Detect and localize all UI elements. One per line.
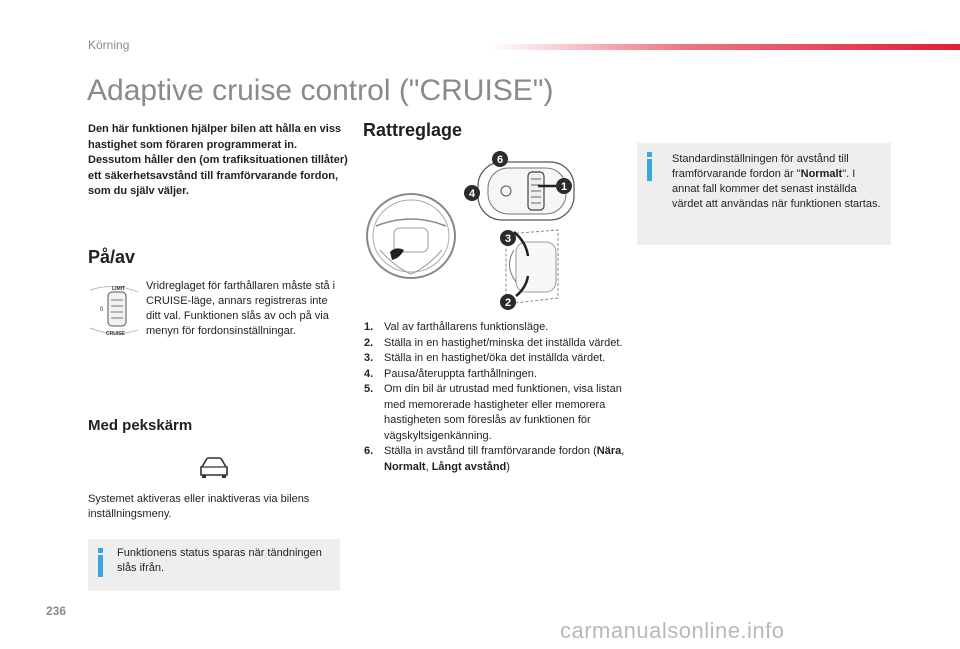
- list-item: 6. Ställa in avstånd till framförvarande fordon (Nära, Normalt, Långt avstånd): [364, 445, 625, 473]
- info-box-default: [637, 143, 891, 245]
- callout-6: [492, 151, 508, 167]
- intro-paragraph: Den här funktionen hjälper bilen att hålla en viss hastighet som föraren programmerat in. Dessutom håller den (om trafiksituationen tillåter) ett säkerhetsavstånd till framförvarande fordon, som du själv väljer.: [88, 123, 348, 197]
- wheel-controls-list: [364, 320, 626, 475]
- svg-text:3: 3: [504, 233, 512, 245]
- watermark: carmanualsonline.info: [560, 618, 785, 643]
- info-default-text: Standardinställningen för avstånd till framförvarande fordon är "Normalt". I annat fall kommer det senast inställda värdet att användas när funktionen startas.: [672, 153, 881, 210]
- page-number: 236: [46, 604, 67, 618]
- page-title: Adaptive cruise control ("CRUISE"): [87, 74, 554, 107]
- list-item: 4. Pausa/återuppta farthållningen.: [364, 367, 537, 380]
- list-item: 1. Val av farthållarens funktionsläge.: [364, 321, 549, 333]
- callout-1: [556, 178, 572, 194]
- dial-label-zero: 0: [100, 307, 104, 313]
- touchscreen-text: Systemet aktiveras eller inaktiveras via bilens inställningsmeny.: [88, 493, 310, 520]
- info-icon: [647, 152, 654, 181]
- dial-label-limit: LIMIT: [112, 286, 126, 292]
- svg-text:6: 6: [496, 154, 504, 166]
- callout-2: [500, 294, 516, 310]
- callout-4: [464, 185, 480, 201]
- list-item: 2. Ställa in en hastighet/minska det inställda värdet.: [364, 336, 623, 349]
- cruise-dial-illustration: [86, 280, 144, 340]
- car-icon: [198, 455, 230, 481]
- svg-text:1: 1: [560, 181, 568, 193]
- svg-text:2: 2: [504, 297, 512, 309]
- info-icon: [98, 548, 105, 577]
- callout-3: [500, 230, 516, 246]
- list-item: 3. Ställa in en hastighet/öka det inställda värdet.: [364, 352, 606, 364]
- dial-label-cruise: CRUISE: [106, 331, 125, 337]
- header-accent-bar: [490, 44, 960, 50]
- onoff-heading: På/av: [88, 247, 136, 267]
- info-status-text: Funktionens status sparas när tändningen slås ifrån.: [117, 547, 322, 574]
- svg-text:4: 4: [468, 188, 476, 200]
- onoff-text: Vridreglaget för farthållaren måste stå i CRUISE-läge, annars registreras inte ditt val. Funktionen slås av och på via menyn för fordonsinställningar.: [146, 280, 336, 337]
- section-header: Körning: [88, 38, 130, 52]
- wheel-controls-heading: Rattreglage: [363, 120, 463, 140]
- steering-wheel-illustration: [366, 146, 628, 318]
- list-item: 5. Om din bil är utrustad med funktionen, visa listan med memorerade hastigheter eller memorera hastigheten som föreslås av funktionen för vägskyltsigenkänning.: [364, 383, 622, 442]
- info-box-status: [88, 539, 340, 591]
- touchscreen-heading: Med pekskärm: [88, 417, 193, 434]
